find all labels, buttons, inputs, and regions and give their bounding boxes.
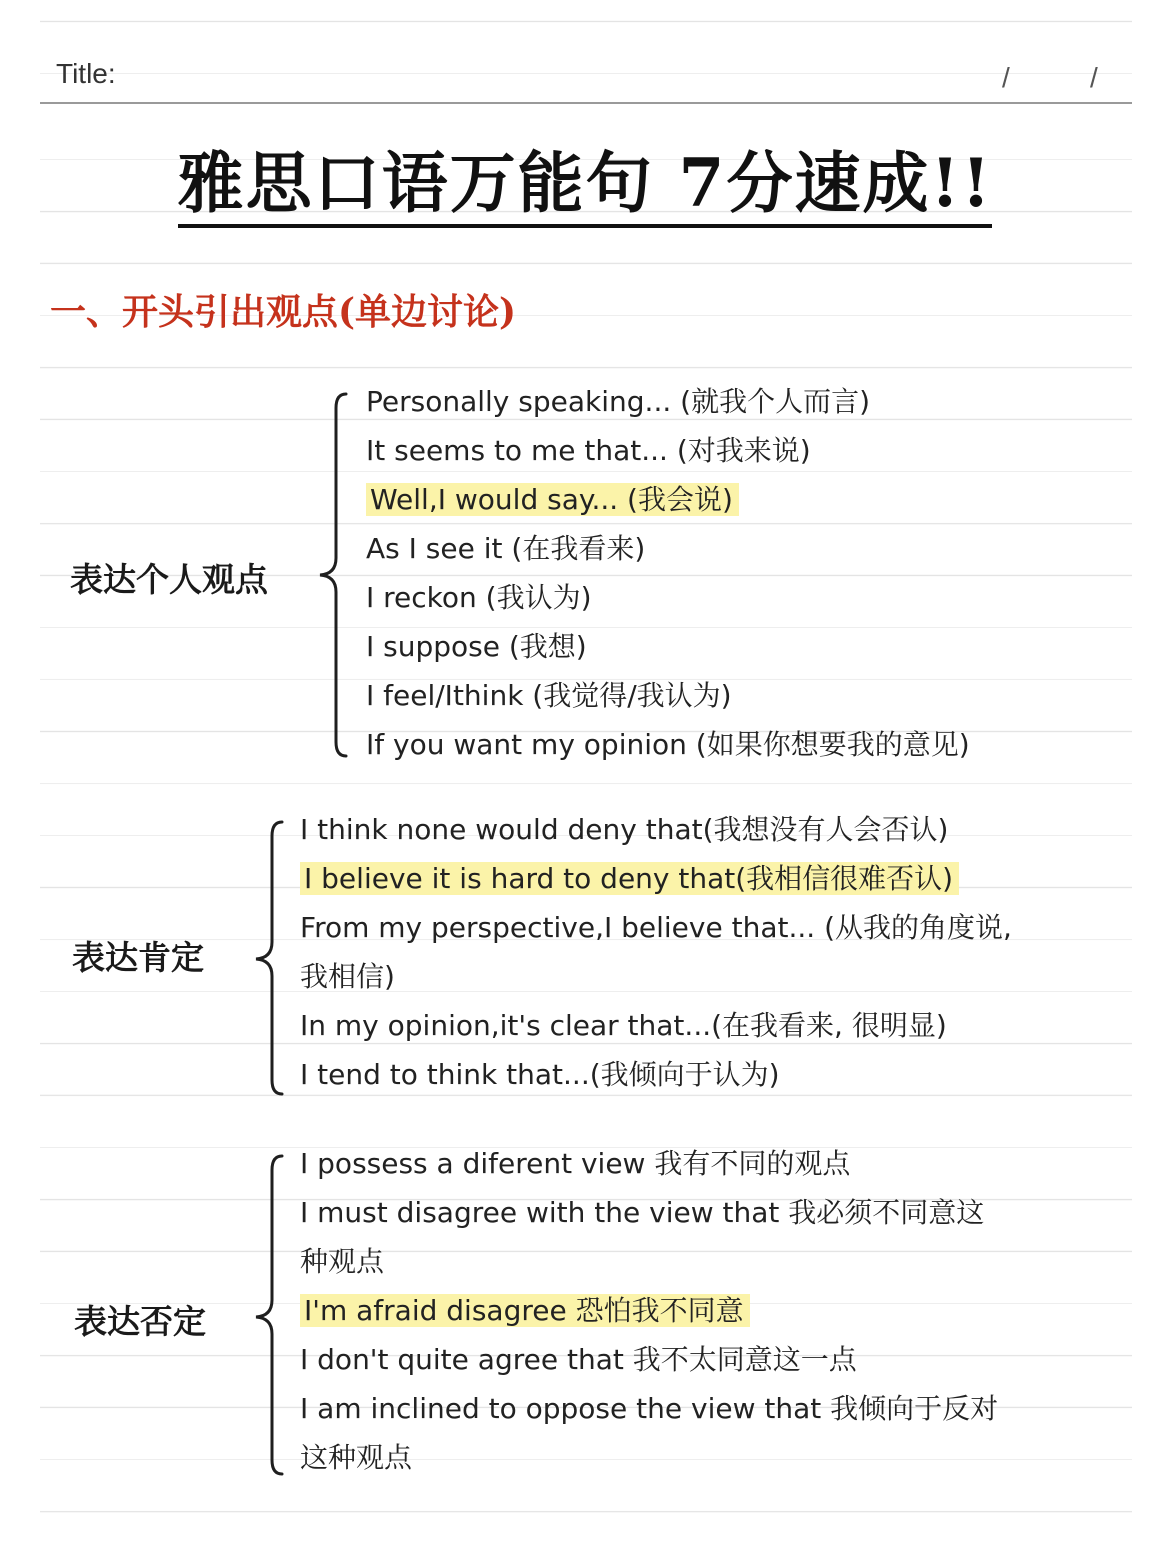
highlight-marker: I believe it is hard to deny that(我相信很难否认) <box>300 862 959 895</box>
phrase-line: I must disagree with the view that 我必须不同意这 <box>300 1196 985 1229</box>
date-slash-1: / <box>1002 62 1010 93</box>
phrase-line: 这种观点 <box>300 1441 413 1474</box>
phrase-line: I reckon (我认为) <box>366 581 592 614</box>
phrase-line-highlighted <box>300 859 959 899</box>
highlight-marker: Well,I would say... (我会说) <box>366 483 739 516</box>
phrase-line-highlighted <box>300 1291 750 1331</box>
header-rule <box>40 102 1132 104</box>
brace-icon <box>248 1150 288 1480</box>
phrase-line: In my opinion,it's clear that...(在我看来, 很明显) <box>300 1009 947 1042</box>
phrase-line: 我相信) <box>300 960 395 993</box>
highlight-marker: I'm afraid disagree 恐怕我不同意 <box>300 1294 750 1327</box>
phrase-line: I think none would deny that(我想没有人会否认) <box>300 813 949 846</box>
main-title <box>0 130 1170 225</box>
title-label: Title: <box>56 58 116 89</box>
phrase-line: From my perspective,I believe that... (从我的角度说, <box>300 911 1012 944</box>
phrase-line: I suppose (我想) <box>366 630 587 663</box>
phrase-line: It seems to me that... (对我来说) <box>366 434 811 467</box>
section-heading: 一、开头引出观点(单边讨论) <box>50 291 517 333</box>
group-label-personal-opinion: 表达个人观点 <box>70 560 268 599</box>
phrase-line: As I see it (在我看来) <box>366 532 646 565</box>
phrase-line: I tend to think that...(我倾向于认为) <box>300 1058 780 1091</box>
group-label-affirmation: 表达肯定 <box>72 938 204 977</box>
brace-icon <box>248 816 288 1100</box>
phrase-line: If you want my opinion (如果你想要我的意见) <box>366 728 970 761</box>
group-label-negation: 表达否定 <box>74 1302 206 1341</box>
phrase-line: Personally speaking... (就我个人而言) <box>366 385 870 418</box>
phrase-line: 种观点 <box>300 1245 385 1278</box>
brace-icon <box>312 388 352 762</box>
phrase-line-highlighted <box>366 480 739 520</box>
main-title-text: 雅思口语万能句 7分速成!! <box>178 144 993 228</box>
phrase-line: I am inclined to oppose the view that 我倾向于反对 <box>300 1392 999 1425</box>
date-slash-2: / <box>1090 62 1098 93</box>
phrase-line: I don't quite agree that 我不太同意这一点 <box>300 1343 857 1376</box>
phrase-line: I feel/Ithink (我觉得/我认为) <box>366 679 732 712</box>
phrase-line: I possess a diferent view 我有不同的观点 <box>300 1147 851 1180</box>
